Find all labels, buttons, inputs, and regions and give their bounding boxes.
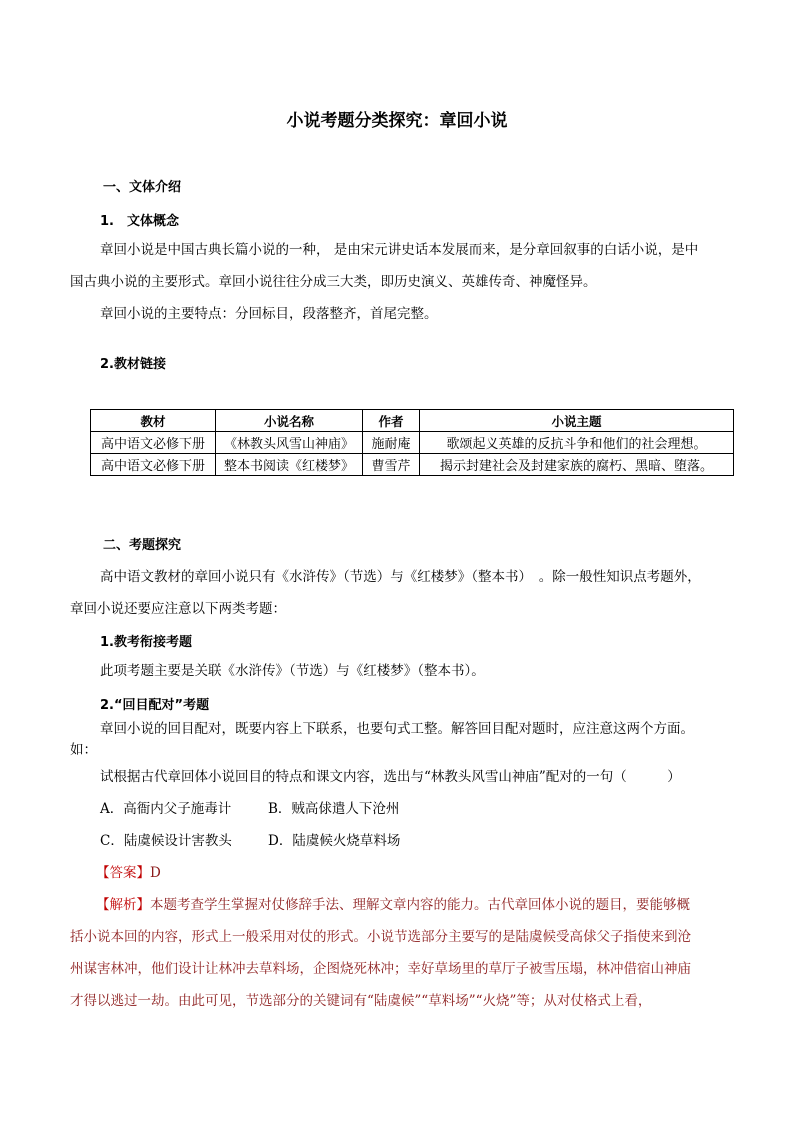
table-cell: 歌颂起义英雄的反抗斗争和他们的社会理想。 xyxy=(420,432,734,454)
question-text: 试根据古代章回体小说回目的特点和课文内容，选出与“林教头风雪山神庙”配对的一句（ ） xyxy=(100,769,681,785)
table-cell: 《林教头风雪山神庙》 xyxy=(216,432,363,454)
section-heading-exam: 二、考题探究 xyxy=(103,538,182,553)
table-cell: 高中语文必修下册 xyxy=(91,454,216,476)
table-cell: 施耐庵 xyxy=(363,432,420,454)
table-cell: 整本书阅读《红楼梦》 xyxy=(216,454,363,476)
analysis-text-line1: 本题考查学生掌握对仗修辞手法、理解文章内容的能力。古代章回体小说的题目，要能够概 xyxy=(150,897,690,913)
textbook-table xyxy=(90,409,734,476)
analysis-line3: 州谋害林冲，他们设计让林冲去草料场，企图烧死林冲；幸好草场里的草厅子被雪压塌，林冲借宿山神庙 xyxy=(70,961,691,977)
table-header-cell: 教材 xyxy=(91,410,216,432)
answer-value: D xyxy=(150,865,161,881)
table-row xyxy=(91,432,734,454)
subheading-chapter-title-matching: 2.“回目配对”考题 xyxy=(100,698,210,713)
answer-line xyxy=(96,863,756,883)
table-row xyxy=(91,454,734,476)
table-header-cell: 小说名称 xyxy=(216,410,363,432)
table-cell: 曹雪芹 xyxy=(363,454,420,476)
page-title: 小说考题分类探究：章回小说 xyxy=(286,111,508,131)
section-heading-intro: 一、文体介绍 xyxy=(103,180,182,195)
table-cell: 高中语文必修下册 xyxy=(91,432,216,454)
subheading-textbook-link: 2.教材链接 xyxy=(100,357,166,372)
paragraph-matching-line2: 如： xyxy=(70,742,97,758)
paragraph-features: 章回小说的主要特点：分回标目，段落整齐，首尾完整。 xyxy=(100,306,438,322)
table-cell: 揭示封建社会及封建家族的腐朽、黑暗、堕落。 xyxy=(420,454,734,476)
analysis-line4: 才得以逃过一劫。由此可见，节选部分的关键词有“陆虞候”“草料场”“火烧”等；从对仗格式上看， xyxy=(70,993,652,1009)
paragraph-exam-intro-line2: 章回小说还要应注意以下两类考题： xyxy=(70,601,286,617)
option-a: A．高衙内父子施毒计 xyxy=(100,801,232,817)
option-d: D．陆虞候火烧草料场 xyxy=(268,833,401,849)
subheading-teaching-link: 1.教考衔接考题 xyxy=(100,635,192,650)
table-header-row xyxy=(91,410,734,432)
paragraph-matching-line1: 章回小说的回目配对，既要内容上下联系，也要句式工整。解答回目配对题时，应注意这两个方面。 xyxy=(100,721,694,737)
paragraph-teaching-link: 此项考题主要是关联《水浒传》（节选）与《红楼梦》（整本书）。 xyxy=(100,663,485,679)
subheading-concept: 1. 文体概念 xyxy=(100,214,179,229)
table-header-cell: 小说主题 xyxy=(420,410,734,432)
paragraph-concept-line1: 章回小说是中国古典长篇小说的一种， 是由宋元讲史话本发展而来，是分章回叙事的白话小说，是中 xyxy=(100,242,699,258)
paragraph-concept-line2: 国古典小说的主要形式。章回小说往往分成三大类，即历史演义、英雄传奇、神魔怪异。 xyxy=(70,274,597,290)
analysis-label: 【解析】 xyxy=(96,897,150,913)
analysis-line1 xyxy=(96,895,756,915)
answer-label: 【答案】 xyxy=(96,865,150,881)
option-c: C．陆虞候设计害教头 xyxy=(100,833,232,849)
paragraph-exam-intro-line1: 高中语文教材的章回小说只有《水浒传》（节选）与《红楼梦》（整本书） 。除一般性知识点考题外， xyxy=(100,569,701,585)
option-b: B．贼高俅遣人下沧州 xyxy=(268,801,400,817)
table-header-cell: 作者 xyxy=(363,410,420,432)
analysis-line2: 括小说本回的内容，形式上一般采用对仗的形式。小说节选部分主要写的是陆虞候受高俅父子指使来到沧 xyxy=(70,929,691,945)
